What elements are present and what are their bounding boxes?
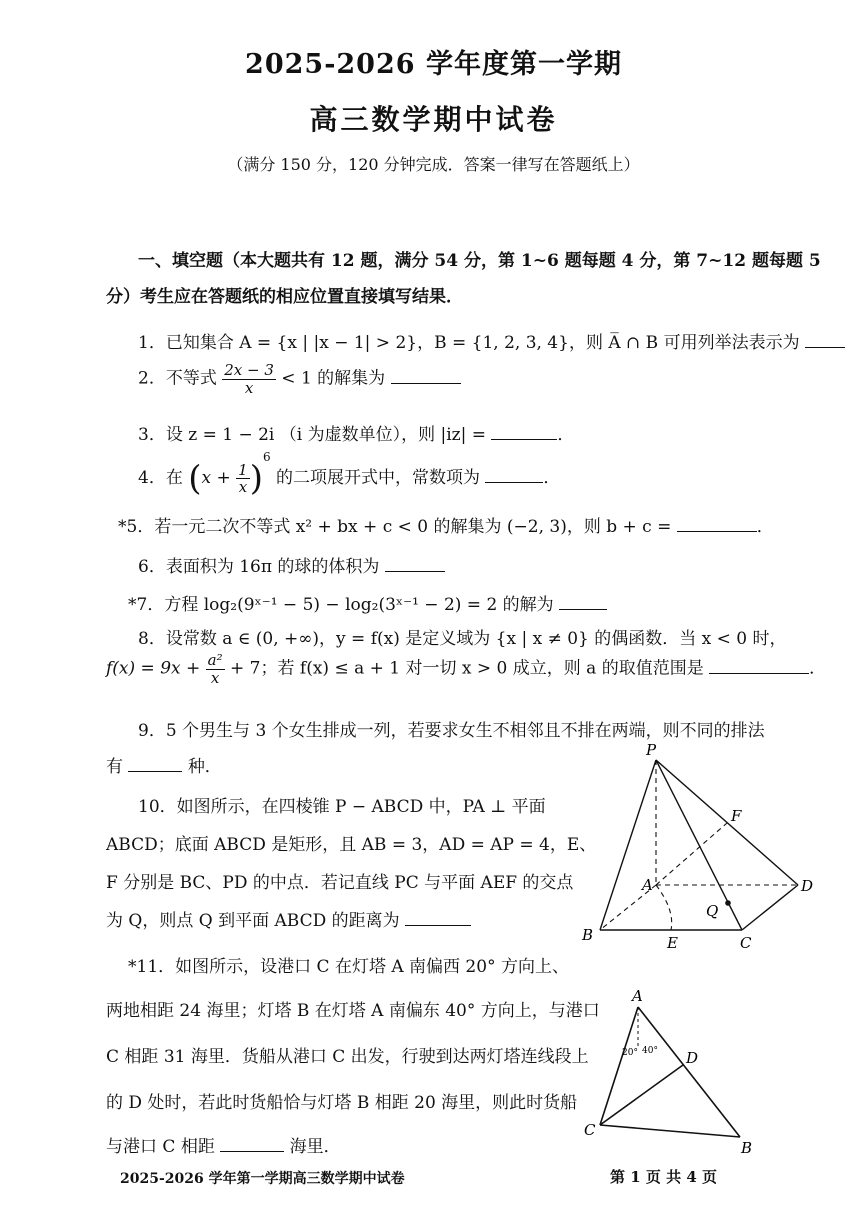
question-11-line1: *11．如图所示，设港口 C 在灯塔 A 南偏西 20° 方向上、 (128, 957, 569, 977)
answer-blank (220, 1137, 284, 1152)
segment-AF (656, 823, 727, 885)
question-10-line2: ABCD；底面 ABCD 是矩形，且 AB = 3，AD = AP = 4，E、 (106, 835, 597, 855)
question-3: 3．设 z = 1 − 2i （i 为虚数单位），则 |iz| = ． (138, 425, 575, 445)
label-D: D (801, 877, 814, 895)
section-heading-line2: 分）考生应在答题纸的相应位置直接填写结果． (106, 287, 463, 307)
question-11-text-b: 海里． (289, 1137, 341, 1157)
answer-blank (405, 911, 471, 926)
question-4: 4．在 (x + $\frac{1}{x}$ )$^6$ 的二项展开式中，常数项为 ． (138, 450, 561, 499)
segment-CB (600, 1125, 740, 1137)
question-6 (138, 552, 445, 577)
label-A: A (632, 987, 643, 1005)
label-P: P (646, 741, 657, 759)
pyramid-figure (580, 740, 820, 955)
answer-blank (128, 757, 182, 772)
question-8-line1: 8．设常数 a ∈ (0, +∞)，y = f(x) 是定义域为 {x | x ≠ 0} 的偶函数．当 x < 0 时， (138, 629, 787, 649)
answer-blank (559, 595, 607, 610)
label-A: A (642, 876, 653, 894)
answer-blank (385, 557, 445, 572)
fraction (206, 652, 225, 686)
answer-blank (491, 425, 557, 440)
question-3-text: 3．设 z = 1 − 2i （i 为虚数单位），则 |iz| = (138, 425, 486, 445)
answer-blank (391, 369, 461, 384)
question-11-line4: 的 D 处时，若此时货船恰与灯塔 B 相距 20 海里，则此时货船 (106, 1093, 578, 1113)
answer-blank (485, 468, 543, 483)
question-11-line2: 两地相距 24 海里；灯塔 B 在灯塔 A 南偏东 40° 方向上，与港口 (106, 1001, 600, 1021)
point-Q-dot (725, 900, 731, 906)
question-2-text-a: 2．不等式 (138, 368, 217, 389)
label-D: D (686, 1049, 699, 1067)
answer-blank (677, 517, 757, 532)
fraction-denominator: x (210, 668, 220, 687)
question-7 (128, 590, 607, 615)
segment-AE (656, 885, 672, 930)
question-4-text-a: 4．在 (138, 468, 183, 488)
section-heading-line1: 一、填空题（本大题共有 12 题，满分 54 分，第 1~6 题每题 4 分，第 7~12 题每题 5 (138, 251, 821, 271)
fraction-numerator: 2x − 3 (224, 361, 274, 379)
fraction-denominator: x (244, 378, 254, 397)
segment-CD (600, 1065, 683, 1125)
label-B: B (582, 926, 594, 944)
exam-instructions: （满分 150 分，120 分钟完成．答案一律写在答题纸上） (227, 155, 640, 174)
fraction (236, 462, 250, 496)
footer-exam-name: 2025-2026 学年第一学期高三数学期中试卷 (120, 1171, 405, 1187)
question-11-line3: C 相距 31 海里．货船从港口 C 出发，行驶到达两灯塔连线段上 (106, 1047, 589, 1067)
question-1-text: 1．已知集合 A = {x | |x − 1| > 2}，B = {1, 2, 3, 4}，则 A̅ ∩ B 可用列举法表示为 (138, 333, 800, 353)
fraction-denominator: x (238, 478, 248, 496)
angle-40-label: 40° (642, 1046, 658, 1056)
question-4-text-b: 的二项展开式中，常数项为 (276, 468, 481, 488)
question-9-text-b: 种． (187, 757, 222, 777)
exponent: 6 (262, 450, 271, 464)
label-E: E (667, 934, 678, 952)
segment-AB (638, 1007, 740, 1137)
label-C: C (740, 934, 752, 952)
label-C: C (584, 1121, 596, 1139)
fraction-numerator: a² (207, 651, 223, 669)
fraction-numerator: 1 (238, 460, 248, 479)
question-5-text: *5．若一元二次不等式 x² + bx + c < 0 的解集为 (−2, 3)，则 b + c = (118, 517, 672, 537)
question-10-line4 (106, 906, 471, 931)
question-8-text-a: f(x) = 9x + (106, 658, 201, 679)
question-8-line2: f(x) = 9x + $\frac{\text{a²}}{x}$ + 7；若 f(x) ≤ a + 1 对一切 x > 0 成立，则 a 的取值范围是 ． (106, 651, 827, 687)
question-11-line5 (106, 1132, 341, 1157)
right-paren: ) (249, 458, 263, 499)
question-7-text: *7．方程 log₂(9ˣ⁻¹ − 5) − log₂(3ˣ⁻¹ − 2) = 2 的解为 (128, 595, 554, 615)
question-9-text-a: 有 (106, 757, 123, 777)
question-10-line1: 10．如图所示，在四棱锥 P − ABCD 中，PA ⊥ 平面 (138, 797, 546, 817)
label-Q: Q (706, 902, 719, 920)
answer-blank (805, 333, 845, 348)
question-1 (138, 328, 845, 353)
question-5: *5．若一元二次不等式 x² + bx + c < 0 的解集为 (−2, 3)，则 b + c = ． (118, 517, 774, 537)
question-2 (138, 362, 461, 396)
question-9-line1: 9．5 个男生与 3 个女生排成一列，若要求女生不相邻且不排在两端，则不同的排法 (138, 721, 765, 741)
angle-20-label: 20° (622, 1048, 638, 1058)
question-6-text: 6．表面积为 16π 的球的体积为 (138, 557, 380, 577)
question-9-line2 (106, 752, 222, 777)
label-B: B (741, 1139, 753, 1157)
question-4-inner: x + (201, 468, 231, 488)
footer-page-number: 第 1 页 共 4 页 (610, 1168, 717, 1186)
exam-title-term: 2025-2026 学年度第一学期 (245, 49, 622, 80)
question-10-line3: F 分别是 BC、PD 的中点．若记直线 PC 与平面 AEF 的交点 (106, 873, 574, 893)
label-F: F (731, 807, 742, 825)
edge-CD (742, 885, 798, 930)
lighthouse-figure (580, 985, 760, 1160)
edge-PB (600, 760, 656, 930)
exam-title: 高三数学期中试卷 (309, 103, 558, 136)
left-paren: ( (188, 458, 202, 499)
question-10-text: 为 Q，则点 Q 到平面 ABCD 的距离为 (106, 911, 400, 931)
question-11-text-a: 与港口 C 相距 (106, 1137, 215, 1157)
question-2-text-b: < 1 的解集为 (281, 368, 386, 389)
answer-blank (709, 659, 809, 674)
segment-AC (600, 1007, 638, 1125)
fraction (222, 362, 276, 396)
question-8-text-b: + 7；若 f(x) ≤ a + 1 对一切 x > 0 成立，则 a 的取值范围是 (230, 658, 704, 679)
